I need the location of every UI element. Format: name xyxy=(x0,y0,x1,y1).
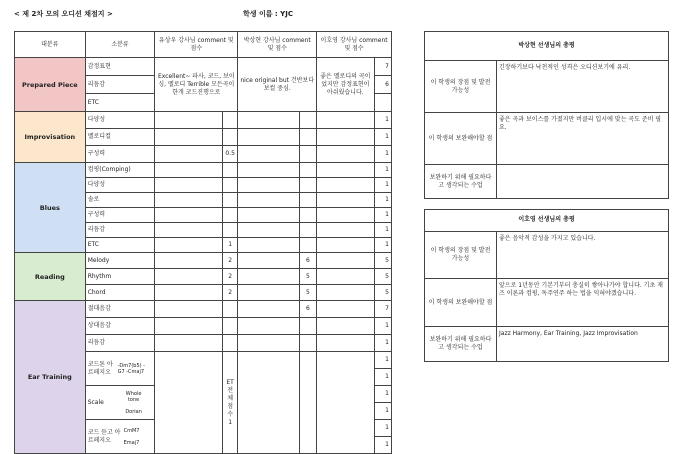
row-label: 절대음감 xyxy=(85,301,155,318)
score: 1 xyxy=(374,420,391,437)
score: 1 xyxy=(374,403,391,420)
row-label: Rhythm xyxy=(85,269,155,285)
score: 5 xyxy=(299,269,316,285)
student-name: 학생 이름 : YJC xyxy=(243,10,293,18)
score: 6 xyxy=(299,253,316,269)
row-label-chord-tone: 코드톤 아르페지오 -Dm7(b5) -G7 -Cmaj7 xyxy=(85,352,155,386)
row-label-scale: Scale Whole tone Dorian xyxy=(85,386,155,420)
review1-study xyxy=(497,165,669,199)
category-improvisation: Improvisation xyxy=(15,112,86,163)
comment-teacher1: Excellent~ 파사, 코드, 보이싱, 멜로디 Terrible 모든곡이 한개 코드진행으로 xyxy=(155,58,238,112)
score xyxy=(222,163,237,178)
header-minor: 소분류 xyxy=(85,32,155,58)
scale-sublabel: Dorian xyxy=(125,408,142,415)
score: 5 xyxy=(374,253,391,269)
score: 6 xyxy=(299,301,316,318)
header-teacher2: 박상현 강사님 comment 및 점수 xyxy=(238,32,317,58)
review2-title: 이호영 선생님의 총평 xyxy=(425,210,669,232)
score: 1 xyxy=(374,193,391,208)
score: 1 xyxy=(222,238,237,253)
score: 1 xyxy=(374,223,391,238)
score: 1 xyxy=(374,163,391,178)
comment-teacher2: nice original but 건반보다 보컬 중심. xyxy=(238,58,317,112)
review1-strength-label: 이 학생의 장점 및 발전 가능성 xyxy=(425,61,497,113)
row-label: Chord xyxy=(85,285,155,301)
score: 2 xyxy=(222,253,237,269)
row-label-listen-arpeggio: 코드 듣고 아르페지오 CmM7 Emaj7 xyxy=(85,420,155,454)
review1-title: 박상현 선생님의 총평 xyxy=(425,32,669,61)
row-label: 감정표현 xyxy=(85,58,155,76)
row-label: 솔로 xyxy=(85,193,155,208)
score: 1 xyxy=(374,335,391,352)
row-label: 구성력 xyxy=(85,208,155,223)
row-label: 리듬감 xyxy=(85,76,155,94)
score xyxy=(222,208,237,223)
review2-improve-label: 이 학생의 보완해야할 점 xyxy=(425,279,497,327)
review1-improve-label: 이 학생의 보완해야할 점 xyxy=(425,113,497,165)
listen-sublabel: Emaj7 xyxy=(123,439,140,446)
score: 1 xyxy=(374,178,391,193)
category-blues: Blues xyxy=(15,163,86,253)
row-label: 리듬감 xyxy=(85,223,155,238)
score: 1 xyxy=(374,208,391,223)
score: 1 xyxy=(374,112,391,129)
score: 1 xyxy=(374,146,391,163)
review2-strength-label: 이 학생의 장점 및 발전 가능성 xyxy=(425,231,497,279)
score: 6 xyxy=(374,76,391,94)
score: 5 xyxy=(374,285,391,301)
score xyxy=(222,112,237,129)
score: 1 xyxy=(374,386,391,403)
row-label: Melody xyxy=(85,253,155,269)
ear-total-score: ET 전체 점수 1 xyxy=(222,352,237,454)
score xyxy=(222,129,237,146)
score: 0.5 xyxy=(222,146,237,163)
score: 1 xyxy=(374,129,391,146)
category-prepared: Prepared Piece xyxy=(15,58,86,112)
row-label: ETC xyxy=(85,94,155,112)
review1-improve: 좋은 곡과 보이스를 가졌지만 버클리 입시에 맞는 곡도 준비 필요. xyxy=(497,113,669,165)
review1-study-label: 보완하기 위해 필요하다고 생각되는 수업 xyxy=(425,165,497,199)
review2-strength: 좋은 음악적 감성을 가지고 있습니다. xyxy=(497,231,669,279)
category-reading: Reading xyxy=(15,253,86,301)
sheet-title: < 제 2차 모의 오디션 채점지 > xyxy=(14,10,113,18)
row-label: 다양성 xyxy=(85,112,155,129)
row-label: 구성력 xyxy=(85,146,155,163)
score: 2 xyxy=(222,269,237,285)
score: 2 xyxy=(222,285,237,301)
row-label: 상대음감 xyxy=(85,318,155,335)
score xyxy=(222,178,237,193)
row-label: 컴핑(Comping) xyxy=(85,163,155,178)
score: 7 xyxy=(374,301,391,318)
review-table-2 xyxy=(424,209,669,362)
score: 5 xyxy=(374,269,391,285)
score-table xyxy=(14,31,392,454)
score xyxy=(374,94,391,112)
score: 1 xyxy=(374,437,391,454)
score: 1 xyxy=(374,369,391,386)
score: 1 xyxy=(374,352,391,369)
header-major: 대분류 xyxy=(15,32,86,58)
header-teacher3: 이호영 강사님 comment 및 점수 xyxy=(317,32,392,58)
review2-study-label: 보완하기 위해 필요하다고 생각되는 수업 xyxy=(425,326,497,361)
header-teacher1: 유상우 강사님 comment 및 점수 xyxy=(155,32,238,58)
row-label: 리듬감 xyxy=(85,335,155,352)
scale-sublabel: Whole tone xyxy=(125,390,142,403)
score: 7 xyxy=(374,58,391,76)
score: 1 xyxy=(374,238,391,253)
score: 5 xyxy=(299,285,316,301)
review-table-1 xyxy=(424,31,669,199)
category-ear-training: Ear Training xyxy=(15,301,86,454)
row-label: 멜로디컬 xyxy=(85,129,155,146)
review2-study: Jazz Harmony, Ear Training, Jazz Improvisation xyxy=(497,326,669,361)
chord-sublabel: -Dm7(b5) -G7 -Cmaj7 xyxy=(117,362,145,375)
comment-teacher3: 좋은 멜로디의 곡이었지만 감정표현이 아쉬웠습니다. xyxy=(317,58,374,112)
row-label: ETC xyxy=(85,238,155,253)
score: 1 xyxy=(374,318,391,335)
score xyxy=(222,193,237,208)
review2-improve: 앞으로 1년동안 기본기부터 충실히 쌓아나가야 합니다. 기초 재즈 이론과 컴핑, 독주연주 하는 법을 익혀야겠습니다. xyxy=(497,279,669,327)
row-label: 다양성 xyxy=(85,178,155,193)
review1-strength: 긴장하기보다 낙천적인 성격은 오디션보기에 유리. xyxy=(497,61,669,113)
listen-sublabel: CmM7 xyxy=(123,427,140,434)
score xyxy=(222,223,237,238)
